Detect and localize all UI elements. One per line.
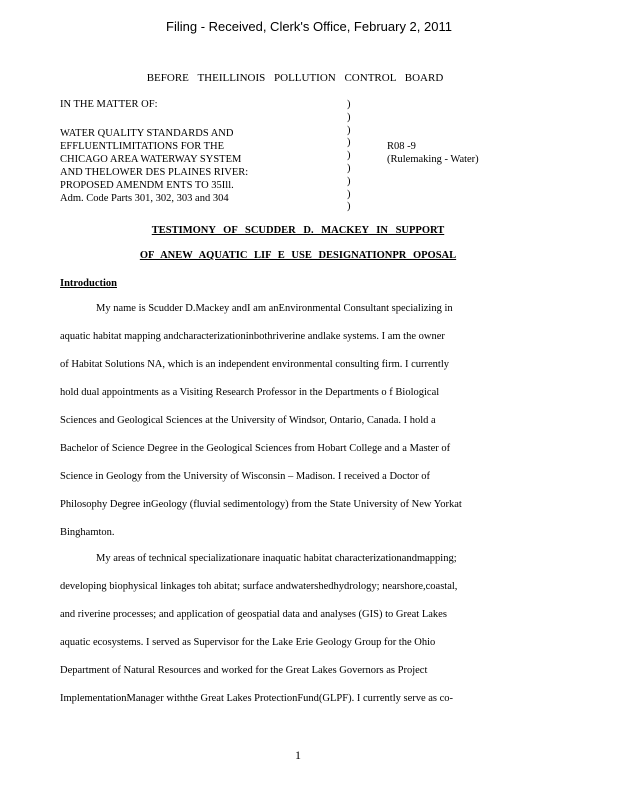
caption-line: CHICAGO AREA WATERWAY SYSTEM — [60, 154, 242, 165]
body-line: aquatic ecosystems. I served as Supervisor for the Lake Erie Geology Group for the Ohio — [60, 637, 436, 648]
body-line: Science in Geology from the University of Wisconsin – Madison. I received a Doctor of — [60, 471, 430, 482]
body-line: My areas of technical specializationare inaquatic habitat characterizationandmapping; — [96, 553, 457, 564]
body-line: Sciences and Geological Sciences at the University of Windsor, Ontario, Canada. I hold a — [60, 415, 436, 426]
body-line: Philosophy Degree inGeology (fluvial sedimentology) from the State University of New Yorkat — [60, 499, 462, 510]
case-type: (Rulemaking - Water) — [387, 154, 479, 165]
caption-line: IN THE MATTER OF: — [60, 99, 158, 110]
body-line: Department of Natural Resources and worked for the Great Lakes Governors as Project — [60, 665, 428, 676]
caption-line: AND THELOWER DES PLAINES RIVER: — [60, 167, 249, 178]
body-line: ImplementationManager withthe Great Lakes ProtectionFund(GLPF). I currently serve as co- — [60, 693, 454, 704]
section-heading: Introduction — [60, 278, 117, 289]
body-line: Binghamton. — [60, 527, 115, 538]
caption-parens: ) ) ) ) ) ) ) ) ) — [347, 99, 351, 213]
testimony-title-line2: OF ANEW AQUATIC LIF E USE DESIGNATIONPR OPOSAL — [139, 250, 457, 261]
testimony-title-line1: TESTIMONY OF SCUDDER D. MACKEY IN SUPPORT — [151, 225, 445, 236]
filing-header: Filing - Received, Clerk's Office, February 2, 2011 — [166, 19, 452, 34]
body-line: developing biophysical linkages toh abitat; surface andwatershedhydrology; nearshore,coastal, — [60, 581, 458, 592]
board-title: BEFORE THEILLINOIS POLLUTION CONTROL BOARD — [146, 72, 444, 84]
case-number: R08 -9 — [387, 141, 416, 152]
body-line: hold dual appointments as a Visiting Research Professor in the Departments o f Biological — [60, 387, 440, 398]
body-line: and riverine processes; and application of geospatial data and analyses (GIS) to Great Lakes — [60, 609, 447, 620]
caption-line: WATER QUALITY STANDARDS AND — [60, 128, 234, 139]
caption-line: Adm. Code Parts 301, 302, 303 and 304 — [60, 193, 229, 204]
page-number: 1 — [295, 748, 301, 762]
caption-line: PROPOSED AMENDM ENTS TO 35Ill. — [60, 180, 234, 191]
body-line: Bachelor of Science Degree in the Geological Sciences from Hobart College and a Master of — [60, 443, 451, 454]
body-line: aquatic habitat mapping andcharacterizationinbothriverine andlake systems. I am the owner — [60, 331, 445, 342]
body-line: of Habitat Solutions NA, which is an independent environmental consulting firm. I currently — [60, 359, 450, 370]
body-line: My name is Scudder D.Mackey andI am anEnvironmental Consultant specializing in — [96, 303, 453, 314]
caption-line: EFFLUENTLIMITATIONS FOR THE — [60, 141, 225, 152]
